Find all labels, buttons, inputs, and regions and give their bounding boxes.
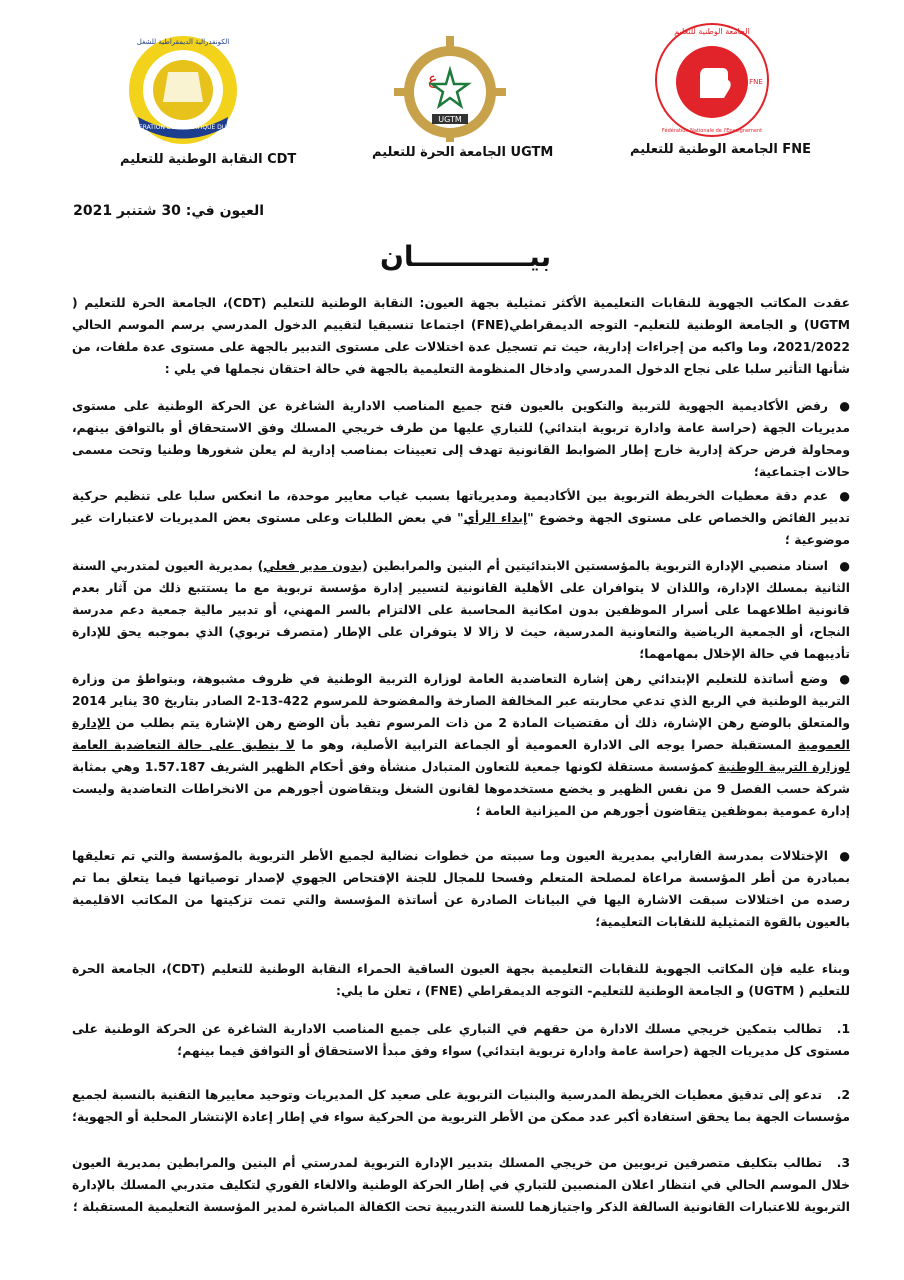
bullet-underlined-text: إبداء الرأي (463, 511, 528, 525)
demand-item (72, 1084, 850, 1128)
demand-number: 1. (836, 1022, 850, 1036)
bullet-underlined-text: لا ينطبق على حالة التعاضدية العامة لوزارة التربية الوطنية (72, 738, 851, 774)
demand-number: 3. (836, 1156, 850, 1170)
bullet-underlined-text: الإدارة العمومية (72, 716, 850, 752)
fne-logo-ring-text-fr: Fédération Nationale de l'Enseignement (661, 128, 763, 134)
bullet-dot-icon: ● (839, 399, 850, 413)
bullet-text: " في بعض الطلبات وعلى مستوى بعض المديريات لاعتبارات غير موضوعية ؛ (72, 511, 850, 547)
bullet-item (72, 485, 850, 551)
bullet-item (72, 668, 850, 822)
bullet-item (72, 555, 850, 665)
ugtm-logo-text: UGTM (438, 115, 462, 124)
demand-text: تطالب بتمكين خريجي مسلك الادارة من حقهم في التباري على جميع المناصب الادارية الشاغرة عن الحركة الوطنية على مستوى كل مديريات الجهة (حراسة عامة وادارة تربوية ابتدائي) سواء وفق مبدأ الاستحقاق أو التوافق فيما بينهم؛ (72, 1022, 850, 1058)
bullet-dot-icon: ● (839, 559, 851, 573)
bullet-text: ) بمديرية العيون لمتدربي السنة الثانية بمسلك الإدارة، واللذان لا يتوافران على الأهلية القانونية لتسيير إدارة مؤسسة تربوية مع ما يستتبع ذلك من آثار بعدم قانونية اطلاعهما على أسرار الموظفين بدون امكانية المحاسبة على الالتزام بالسر المهني، أو تدبير مالية جمعية دعم مدرسة النجاح، أو الجمعية الرياضية والتعاونية المدرسية، حيث لا زالا لا يتوفران على الإطار (متصرف تربوي) الذي بموجبه يحق للإدارة تأديبهما في حالة الإخلال بمهامهما؛ (72, 559, 850, 661)
bullet-dot-icon: ● (839, 672, 850, 686)
conclusion-paragraph: وبناء عليه فإن المكاتب الجهوية للنقابات التعليمية بجهة العيون الساقية الحمراء النقابة الوطنية للتعليم (CDT)، الجامعة الحرة للتعليم ( UGTM) و الجامعة الوطنية للتعليم- التوجه الديمقراطي (FNE) ، تعلن ما يلي: (72, 962, 851, 998)
bullet-item (72, 395, 850, 483)
demand-text: تدعو إلى تدقيق معطيات الخريطة المدرسية والبنيات التربوية على صعيد كل المديريات وتوحيد معاييرها التقنية بالنسبة لجميع مؤسسات الجهة بما يحقق استفادة أكبر عدد ممكن من الأطر التربوية من الحركية سواء في إطار إعادة الإنتشار المحلية أو الجهوية؛ (72, 1088, 850, 1124)
bullet-item (72, 845, 850, 933)
bullet-text: اسناد منصبي الإدارة التربوية بالمؤسستين الابتدائيتين أم البنين والمرابطين ( (362, 559, 829, 573)
fne-logo-ring-text: الجامعة الوطنية للتعليم (674, 27, 750, 36)
ugtm-logo (380, 34, 520, 142)
demand-number: 2. (836, 1088, 850, 1102)
cdt-logo-ring-text: الكونفدرالية الديمقراطية للشغل (136, 38, 230, 46)
bullet-dot-icon: ● (839, 489, 850, 503)
ugtm-caption: الجامعة الحرة للتعليم UGTM (372, 145, 554, 160)
bullet-text: عدم دقة معطيات الخريطة التربوية بين الأكاديمية ومديرياتها بسبب غياب معايير موحدة، ما انعكس سلبا على تنظيم حركية تدبير الفائض والخصاص على مستوى الجهة وخضوع " (72, 489, 850, 525)
document-date: العيون في: 30 شتنبر 2021 (73, 203, 264, 219)
demand-item (72, 1152, 850, 1218)
fne-caption: الجامعة الوطنية للتعليم FNE (630, 142, 811, 157)
bullet-dot-icon: ● (839, 849, 850, 863)
cdt-caption: النقابة الوطنية للتعليم CDT (120, 152, 297, 167)
cdt-logo-banner-text: CONFEDERATION DEMOCRATIQUE DU TRAVAIL (118, 124, 248, 131)
cdt-logo (118, 32, 248, 152)
intro-paragraph: عقدت المكاتب الجهوية للنقابات التعليمية الأكثر تمثيلية بجهة العيون: النقابة الوطنية للتعليم (CDT)، الجامعة الحرة للتعليم ( UGTM) و الجامعة الوطنية للتعليم- التوجه الديمقراطي(FNE) اجتماعا تنسيقيا لتقييم الدخول المدرسي برسم الموسم الحالي 2021/2022، وما واكبه من إجراءات إدارية، حيث تم تسجيل عدة اختلالات على مستوى التدبير بالجهة على مستوى عدة ملفات، من شأنها التأثير سلبا على نجاح الدخول المدرسي وادخال المنظومة التعليمية بالجهة في حالة احتقان نجملها في يلي : (72, 296, 851, 376)
demand-item (72, 1018, 850, 1062)
demand-text: تطالب بتكليف متصرفين تربويين من خريجي المسلك بتدبير الإدارة التربوية لمدرستي أم البنين والمرابطين بمديرية العيون خلال الموسم الحالي في انتظار اعلان المنصبين للتباري في إطار الحركة الوطنية والالغاء الفوري لتكليف متدربي المسلك بالإدارة التربوية للاعتبارات القانونية السالفة الذكر واجتيازهما للسنة التدريبية تحت الكفالة المباشرة لمدير المؤسسة التعليمية المستقبلة ؛ (72, 1156, 850, 1214)
fne-logo-ring-abbr: FNE (749, 78, 763, 86)
ugtm-logo-arabic-letters: ع (428, 69, 438, 88)
bullet-text: كمؤسسة مستقلة لكونها جمعية للتعاون المتبادل منشأة وفق أحكام الظهير الشريف 1.57.187 وهي بمثابة شركة حسب الفصل 9 من نفس الظهير و يخضع مستخدموها لقانون الشغل ويتقاضون أجورهم من الانخراطات التعاضدية وليست إدارة عمومية بموظفين يتقاضون أجورهم من الميزانية العامة ؛ (72, 760, 850, 818)
document-title: بيــــــــــــان (380, 240, 552, 273)
bullet-text: رفض الأكاديمية الجهوية للتربية والتكوين بالعيون فتح جميع المناصب الادارية الشاغرة عن الحركة الوطنية على مستوى مديريات الجهة (حراسة عامة وادارة تربوية ابتدائي) للتباري عليها من طرف خريجي المسلك وفق الاستحقاق أو بالتوافق بينهم، ومحاولة فرض حركة إدارية خارج إطار الضوابط القانونية تهدف إلى تعيينات بمناصب إدارية لم يعلن شغورها وطنيا وتحت مسمى حالات اجتماعية؛ (72, 399, 850, 479)
fne-logo (652, 20, 772, 140)
bullet-text: المستقبلة حصرا يوجه الى الادارة العمومية أو الجماعة الترابية الأصلية، وهو ما (294, 738, 799, 752)
bullet-underlined-text: بدون مدير فعلي (263, 559, 363, 573)
bullet-text: وضع أساتذة للتعليم الإبتدائي رهن إشارة التعاضدية العامة لوزارة التربية الوطنية في ظروف مشبوهة، وبتواطؤ من وزارة التربية الوطنية في الربع الذي تدعي محاربته عبر المخالفة الصارخة والمفضوحة للمرسوم 422-13-2 الصادر بتاريخ 30 يناير 2014 والمتعلق بالوضع رهن الإشارة، ذلك أن مقتضيات المادة 2 من ذات المرسوم تفيد بأن الوضع رهن الإشارة يتم بطلب من (72, 672, 850, 730)
bullet-text: الإختلالات بمدرسة الفارابي بمديرية العيون وما سببته من خطوات نضالية لجميع الأطر التربوية بالمؤسسة والتي تم تعليقها بمبادرة من أطر المؤسسة مراعاة لمصلحة المتعلم وفسحا للمجال للجنة الإفتحاص الجهوي لإصدار توصياتها فيما يتعلق بما تم رصده من اختلالات سبقت الاشارة اليها في البيانات الصادرة عن أساتذة المؤسسة والتي تمت تزكيتها من المكاتب الاقليمية بالعيون بالقوة التمثيلية للنقابات التعليمية؛ (72, 849, 850, 929)
